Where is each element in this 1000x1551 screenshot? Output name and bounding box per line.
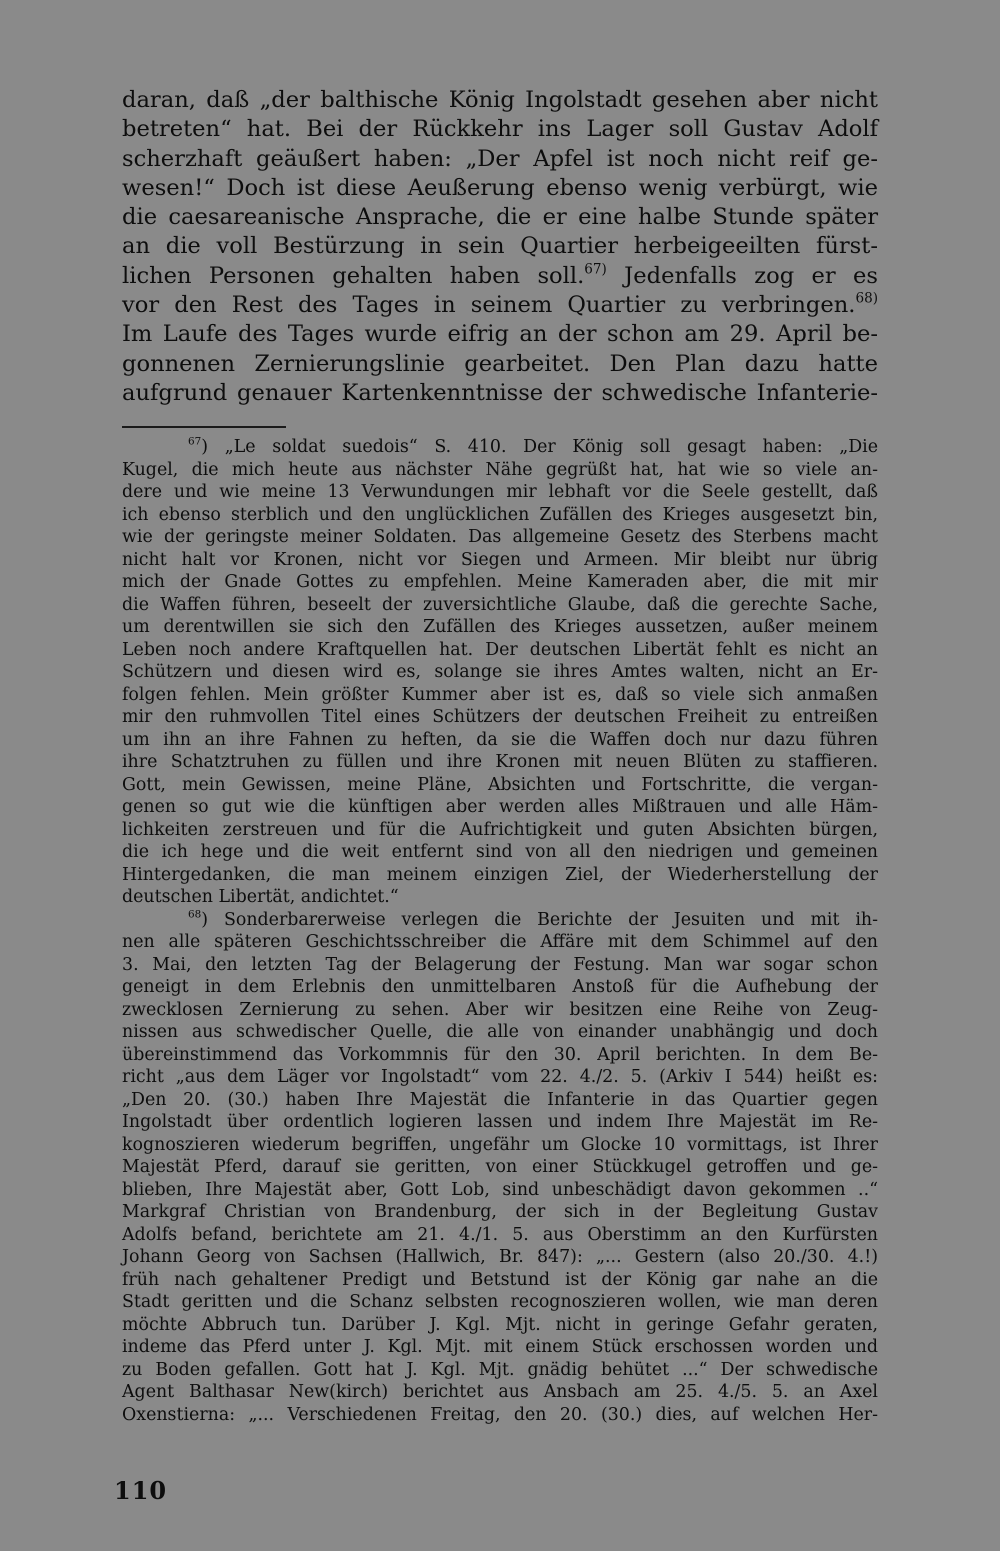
main-line: an die voll Bestürzung in sein Quartier herbeigeeilten fürst- [122,233,878,260]
footnote-line: Oxenstierna: „... Verschiedenen Freitag, den 20. (30.) dies, auf welchen Her- [122,1404,878,1425]
footnote-line: $^{67}$) „Le soldat suedois“ S. 410. Der König soll gesagt haben: „Die [188,435,878,458]
footnote-line: um ihn an ihre Fahnen zu heften, da sie die Waffen doch nur dazu führen [122,729,878,750]
main-line: scherzhaft geäußert haben: „Der Apfel ist noch nicht reif ge- [122,145,878,172]
footnote-line: Schützern und diesen wird es, solange sie ihres Amtes walten, nicht an Er- [122,662,878,683]
footnote-line: ich ebenso sterblich und den unglücklichen Zufällen des Krieges ausgesetzt bin, [122,504,878,525]
footnote-line: möchte Abbruch tun. Darüber J. Kgl. Mjt. nicht in geringe Gefahr geraten, [122,1314,878,1335]
footnote-line: Markgraf Christian von Brandenburg, der sich in der Begleitung Gustav [122,1202,878,1223]
footnote-ref-67[interactable]: 67) [584,261,607,278]
footnote-line: Kugel, die mich heute aus nächster Nähe gegrüßt hat, hat wie so viele an- [122,459,878,480]
footnote-line: Agent Balthasar New(kirch) berichtet aus Ansbach am 25. 4./5. 5. an Axel [122,1382,878,1403]
footnote-line: indeme das Pferd unter J. Kgl. Mjt. mit einem Stück erschossen worden und [122,1337,878,1358]
footnote-line: zwecklosen Zernierung zu sehen. Aber wir besitzen eine Reihe von Zeug- [122,999,878,1020]
footnote-line: ihre Schatztruhen zu füllen und ihre Kronen mit neuen Blüten zu staffieren. [122,752,878,773]
main-line: betreten“ hat. Bei der Rückkehr ins Lager soll Gustav Adolf [122,116,878,143]
footnote-line: nicht halt vor Kronen, nicht vor Siegen und Armeen. Mir bleibt nur übrig [122,549,878,570]
footnote-line: lichkeiten zerstreuen und für die Aufrichtigkeit und guten Absichten bürgen, [122,819,878,840]
footnote-line: Johann Georg von Sachsen (Hallwich, Br. 847): „... Gestern (also 20./30. 4.!) [122,1247,878,1268]
footnote-line: zu Boden gefallen. Gott hat J. Kgl. Mjt. gnädig behütet ...“ Der schwedische [122,1359,878,1380]
footnote-separator [122,426,286,428]
footnote-line: genen so gut wie die künftigen aber werden alles Mißtrauen und alle Häm- [122,797,878,818]
footnote-line: früh nach gehaltener Predigt und Betstund ist der König gar nahe an die [122,1269,878,1290]
footnote-line: mir den ruhmvollen Titel eines Schützers der deutschen Freiheit zu entreißen [122,707,878,728]
main-line: aufgrund genauer Kartenkenntnisse der schwedische Infanterie- [122,379,878,406]
main-line: gonnenen Zernierungslinie gearbeitet. Den Plan dazu hatte [122,350,878,377]
footnote-marker-68: 68 [188,908,202,921]
footnote-line: folgen fehlen. Mein größter Kummer aber ist es, daß so viele sich anmaßen [122,684,878,705]
main-line-with-ref-68 [122,291,878,320]
footnote-line: um derentwillen sie sich den Zufällen des Krieges aussetzen, außer meinem [122,617,878,638]
footnote-line: Adolfs befand, berichtete am 21. 4./1. 5. aus Oberstimm an den Kurfürsten [122,1224,878,1245]
footnotes [122,436,878,1426]
footnote-67 [122,436,878,909]
footnote-line: Majestät Pferd, darauf sie geritten, von einer Stückkugel getroffen und ge- [122,1157,878,1178]
footnote-line: 3. Mai, den letzten Tag der Belagerung der Festung. Man war sogar schon [122,954,878,975]
page-body [122,86,878,1426]
main-line-with-ref-67 [122,262,878,291]
footnote-line: wie der geringste meiner Soldaten. Das allgemeine Gesetz des Sterbens macht [122,527,878,548]
footnote-line: $^{68}$) Sonderbarerweise verlegen die Berichte der Jesuiten und mit ih- [188,908,878,930]
main-line: die caesareanische Ansprache, die er eine halbe Stunde später [122,204,878,231]
main-line: Im Laufe des Tages wurde eifrig an der schon am 29. April be- [122,321,878,348]
page-number: 110 [114,1476,168,1505]
footnote-line: Ingolstadt über ordentlich logieren lassen und indem Ihre Majestät im Re- [122,1112,878,1133]
footnote-ref-68[interactable]: 68) [855,290,878,307]
main-line-text: vor den Rest des Tages in seinem Quartier zu verbringen. [122,292,856,319]
footnote-line: Hintergedanken, die man meinem einzigen Ziel, der Wiederherstellung der [122,864,878,885]
footnote-marker-67: 67 [188,435,202,448]
main-line: wesen!“ Doch ist diese Aeußerung ebenso wenig verbürgt, wie [122,174,878,201]
footnote-line: deutschen Libertät, andichtet.“ [122,887,399,908]
footnote-line: richt „aus dem Läger vor Ingolstadt“ vom 22. 4./2. 5. (Arkiv I 544) heißt es: [122,1067,878,1088]
main-line-text: lichen Personen gehalten haben soll. [122,262,585,289]
footnote-line: Leben noch andere Kraftquellen hat. Der deutschen Libertät fehlt es nicht an [122,639,878,660]
main-line-text: Jedenfalls zog er es [606,262,878,289]
footnote-line: geneigt in dem Erlebnis den unmittelbaren Anstoß für die Aufhebung der [122,977,878,998]
footnote-line: Stadt geritten und die Schanz selbsten recognoszieren wollen, wie man deren [122,1292,878,1313]
main-paragraph [122,86,878,408]
footnote-line: die Waffen führen, beseelt der zuversichtliche Glaube, daß die gerechte Sache, [122,594,878,615]
footnote-line: übereinstimmend das Vorkommnis für den 30. April berichten. In dem Be- [122,1044,878,1065]
footnote-line: kognoszieren wiederum begriffen, ungefähr um Glocke 10 vormittags, ist Ihrer [122,1134,878,1155]
footnote-line: nen alle späteren Geschichtsschreiber die Affäre mit dem Schimmel auf den [122,932,878,953]
footnote-line: nissen aus schwedischer Quelle, die alle von einander unabhängig und doch [122,1022,878,1043]
footnote-line: die ich hege und die weit entfernt sind von all den niedrigen und gemeinen [122,842,878,863]
footnote-line: Gott, mein Gewissen, meine Pläne, Absichten und Fortschritte, die vergan- [122,774,878,795]
main-line: daran, daß „der balthische König Ingolstadt gesehen aber nicht [122,87,878,113]
footnote-68 [122,909,878,1427]
footnote-line: blieben, Ihre Majestät aber, Gott Lob, sind unbeschädigt davon gekommen ..“ [122,1179,878,1200]
footnote-line: dere und wie meine 13 Verwundungen mir lebhaft vor die Seele gestellt, daß [122,482,878,503]
footnote-line: „Den 20. (30.) haben Ihre Majestät die Infanterie in das Quartier gegen [122,1089,878,1110]
footnote-line: mich der Gnade Gottes zu empfehlen. Meine Kameraden aber, die mit mir [122,572,878,593]
